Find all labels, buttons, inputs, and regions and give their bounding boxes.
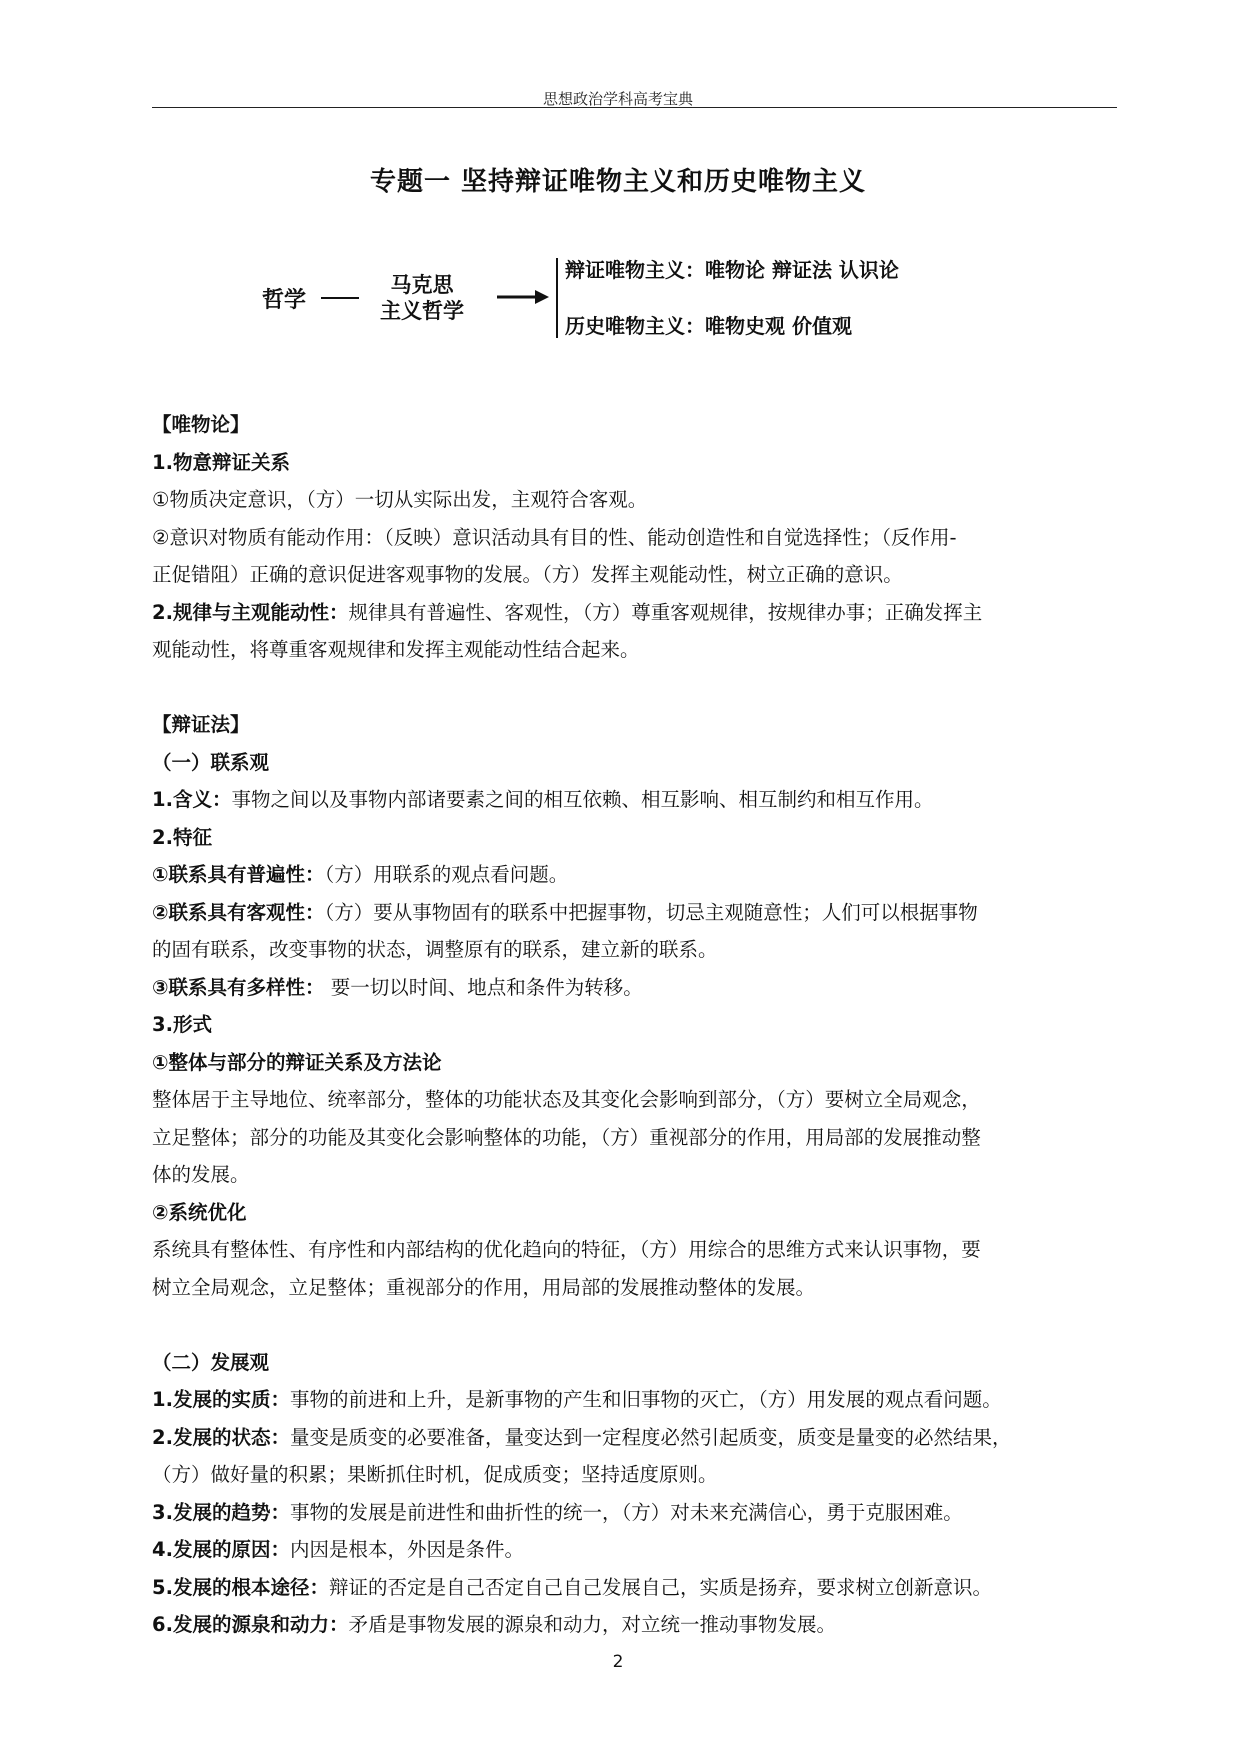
paragraph bbox=[152, 781, 1120, 819]
paragraph: 正促错阻）正确的意识促进客观事物的发展。（方）发挥主观能动性，树立正确的意识。 bbox=[152, 563, 903, 586]
inline-text: 量变是质变的必要准备，量变达到一定程度必然引起质变，质变是量变的必然结果， bbox=[289, 1425, 1012, 1449]
page-number: 2 bbox=[612, 1652, 624, 1672]
diagram-root-label: 哲学 bbox=[262, 288, 307, 313]
inline-heading: ②联系具有客观性： bbox=[152, 900, 325, 924]
subheading-forms: 3.形式 bbox=[152, 1013, 212, 1036]
inline-text: （方）用联系的观点看问题。 bbox=[324, 863, 569, 886]
subheading-system-optimization: ②系统优化 bbox=[152, 1200, 247, 1224]
paragraph: 树立全局观念，立足整体；重视部分的作用，用局部的发展推动整体的发展。 bbox=[152, 1275, 816, 1299]
diagram-middle-line1: 马克思 bbox=[390, 273, 454, 297]
paragraph: 的固有联系，改变事物的状态，调整原有的联系，建立新的联系。 bbox=[152, 938, 718, 961]
paragraph: 观能动性，将尊重客观规律和发挥主观能动性结合起来。 bbox=[152, 638, 640, 661]
inline-heading: 2.规律与主观能动性： bbox=[152, 600, 349, 624]
document-body bbox=[152, 406, 1120, 1644]
philosophy-diagram bbox=[0, 0, 1236, 360]
paragraph bbox=[152, 1606, 1120, 1644]
inline-text: 要一切以时间、地点和条件为转移。 bbox=[324, 975, 643, 999]
paragraph: ②意识对物质有能动作用：（反映）意识活动具有目的性、能动创造性和自觉选择性；（反作用- bbox=[152, 525, 957, 549]
paragraph bbox=[152, 969, 1120, 1007]
diagram-middle-label bbox=[360, 272, 484, 324]
inline-heading: 2.发展的状态： bbox=[152, 1425, 290, 1449]
paragraph: （方）做好量的积累；果断抓住时机，促成质变；坚持适度原则。 bbox=[152, 1463, 718, 1486]
inline-text: （方）要从事物固有的联系中把握事物，切忌主观随意性；人们可以根据事物 bbox=[324, 900, 978, 924]
inline-heading: 3.发展的趋势： bbox=[152, 1500, 290, 1524]
paragraph: 系统具有整体性、有序性和内部结构的优化趋向的特征，（方）用综合的思维方式来认识事物，要 bbox=[152, 1238, 981, 1261]
subheading-development: （二）发展观 bbox=[152, 1350, 270, 1374]
paragraph bbox=[152, 1419, 1120, 1457]
inline-heading: ③联系具有多样性： bbox=[152, 975, 325, 999]
diagram-branch-historical: 历史唯物主义：唯物史观 价值观 bbox=[565, 314, 852, 338]
paragraph: 整体居于主导地位、统率部分，整体的功能状态及其变化会影响到部分，（方）要树立全局观念， bbox=[152, 1088, 981, 1111]
inline-text: 事物之间以及事物内部诸要素之间的相互依赖、相互影响、相互制约和相互作用。 bbox=[231, 788, 934, 811]
inline-heading: 1.含义： bbox=[152, 788, 232, 811]
paragraph bbox=[152, 594, 1120, 632]
diagram-middle-line2: 主义哲学 bbox=[380, 299, 464, 323]
inline-heading: 5.发展的根本途径： bbox=[152, 1575, 329, 1599]
arrow-right-icon bbox=[497, 287, 549, 307]
diagram-connector-line bbox=[321, 297, 359, 299]
inline-heading: 4.发展的原因： bbox=[152, 1538, 290, 1561]
inline-heading: 6.发展的源泉和动力： bbox=[152, 1613, 349, 1636]
paragraph: 体的发展。 bbox=[152, 1163, 250, 1186]
inline-text: 矛盾是事物发展的源泉和动力，对立统一推动事物发展。 bbox=[348, 1613, 836, 1636]
subheading-whole-part: ①整体与部分的辩证关系及方法论 bbox=[152, 1050, 442, 1074]
inline-text: 辩证的否定是自己否定自己自己发展自己，实质是扬弃，要求树立创新意识。 bbox=[328, 1575, 992, 1599]
paragraph bbox=[152, 894, 1120, 932]
paragraph bbox=[152, 1569, 1120, 1607]
subheading-matter-consciousness: 1.物意辩证关系 bbox=[152, 450, 290, 474]
paragraph bbox=[152, 1494, 1120, 1532]
paragraph bbox=[152, 1531, 1120, 1569]
inline-text: 事物的前进和上升，是新事物的产生和旧事物的灭亡，（方）用发展的观点看问题。 bbox=[289, 1388, 1002, 1411]
header-title: 思想政治学科高考宝典 bbox=[542, 90, 693, 108]
paragraph: 立足整体；部分的功能及其变化会影响整体的功能，（方）重视部分的作用，用局部的发展推动整 bbox=[152, 1125, 981, 1149]
diagram-branch-dialectical: 辩证唯物主义：唯物论 辩证法 认识论 bbox=[565, 258, 899, 282]
page-title: 专题一 坚持辩证唯物主义和历史唯物主义 bbox=[369, 167, 867, 197]
inline-heading: ①联系具有普遍性： bbox=[152, 863, 325, 886]
section-heading-dialectics: 【辩证法】 bbox=[152, 713, 250, 736]
paragraph bbox=[152, 1381, 1120, 1419]
paragraph: ①物质决定意识，（方）一切从实际出发，主观符合客观。 bbox=[152, 488, 648, 511]
subheading-connection: （一）联系观 bbox=[152, 750, 270, 774]
inline-heading: 1.发展的实质： bbox=[152, 1388, 290, 1411]
section-heading-materialism: 【唯物论】 bbox=[152, 413, 250, 436]
inline-text: 事物的发展是前进性和曲折性的统一，（方）对未来充满信心，勇于克服困难。 bbox=[289, 1500, 963, 1524]
paragraph bbox=[152, 856, 1120, 894]
subheading-features: 2.特征 bbox=[152, 825, 212, 849]
inline-text: 规律具有普遍性、客观性，（方）尊重客观规律，按规律办事；正确发挥主 bbox=[348, 600, 983, 624]
inline-text: 内因是根本，外因是条件。 bbox=[289, 1538, 524, 1561]
